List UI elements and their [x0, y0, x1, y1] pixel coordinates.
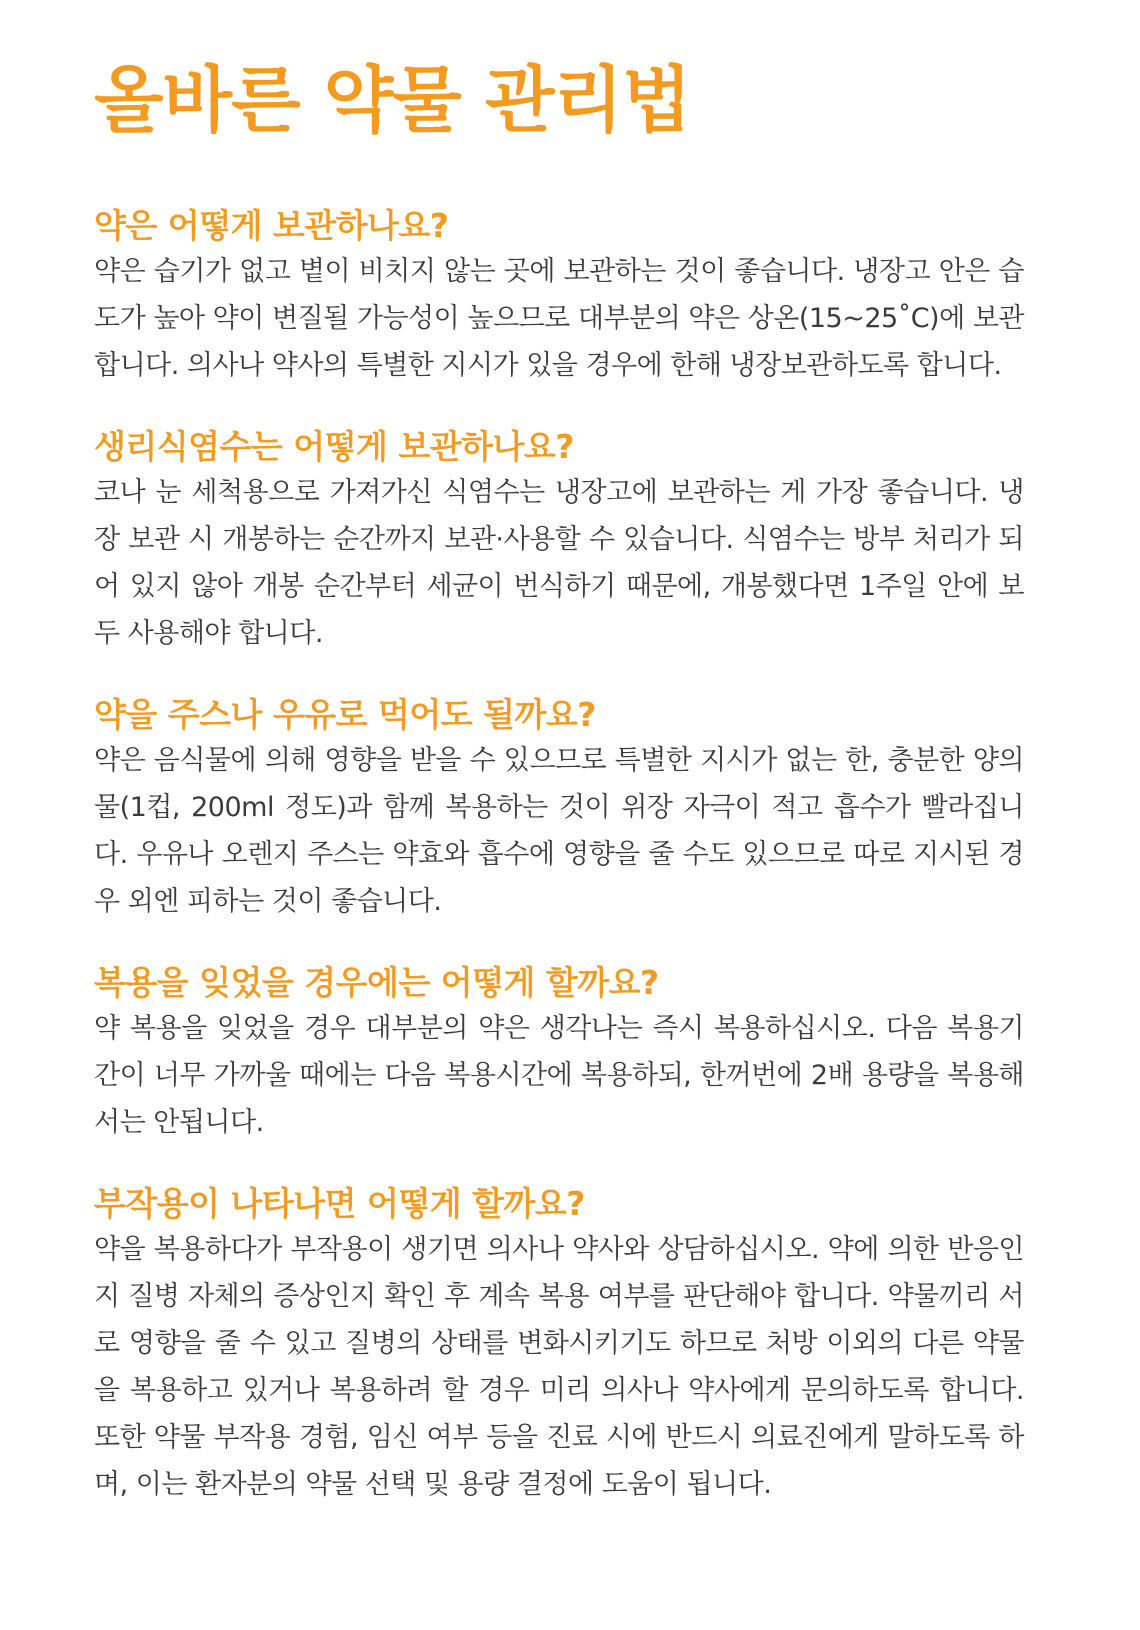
section-missed-dose: [94, 961, 1024, 1146]
section-side-effects: [94, 1182, 1024, 1508]
page-title: 올바른 약물 관리법: [94, 58, 691, 142]
section-body: 약은 습기가 없고 볕이 비치지 않는 곳에 보관하는 것이 좋습니다. 냉장고 안은 습도가 높아 약이 변질될 가능성이 높으므로 대부분의 약은 상온(15~25˚C)에 보관합니다. 의사나 약사의 특별한 지시가 있을 경우에 한해 냉장보관하도록 합니다.: [94, 256, 1024, 381]
section-body: 약은 음식물에 의해 영향을 받을 수 있으므로 특별한 지시가 없는 한, 충분한 양의 물(1컵, 200ml 정도)과 함께 복용하는 것이 위장 자극이 적고 흡수가 빨라집니다. 우유나 오렌지 주스는 약효와 흡수에 영향을 줄 수도 있으므로 따로 지시된 경우 외엔 피하는 것이 좋습니다.: [94, 745, 1024, 917]
section-storage: [94, 204, 1024, 389]
section-body: 코나 눈 세척용으로 가져가신 식염수는 냉장고에 보관하는 게 가장 좋습니다. 냉장 보관 시 개봉하는 순간까지 보관·사용할 수 있습니다. 식염수는 방부 처리가 되어 있지 않아 개봉 순간부터 세균이 번식하기 때문에, 개봉했다면 1주일 안에 보두 사용해야 합니다.: [94, 477, 1024, 649]
section-heading: 약은 어떻게 보관하나요?: [94, 206, 449, 245]
section-heading: 복용을 잊었을 경우에는 어떻게 할까요?: [94, 963, 659, 1002]
section-body: 약을 복용하다가 부작용이 생기면 의사나 약사와 상담하십시오. 약에 의한 반응인지 질병 자체의 증상인지 확인 후 계속 복용 여부를 판단해야 합니다. 약물끼리 서로 영향을 줄 수 있고 질병의 상태를 변화시키기도 하므로 처방 이외의 다른 약물을 복용하고 있거나 복용하려 할 경우 미리 의사나 약사에게 문의하도록 합니다. 또한 약물 부작용 경험, 임신 여부 등을 진료 시에 반드시 의료진에게 말하도록 하며, 이는 환자분의 약물 선택 및 용량 결정에 도움이 됩니다.: [94, 1234, 1024, 1500]
section-heading: 부작용이 나타나면 어떻게 할까요?: [94, 1184, 585, 1223]
section-saline: [94, 425, 1024, 657]
section-juice-milk: [94, 693, 1024, 925]
document-page: [94, 56, 1024, 1544]
section-body: 약 복용을 잊었을 경우 대부분의 약은 생각나는 즉시 복용하십시오. 다음 복용기간이 너무 가까울 때에는 다음 복용시간에 복용하되, 한꺼번에 2배 용량을 복용해서는 안됩니다.: [94, 1013, 1024, 1138]
section-heading: 생리식염수는 어떻게 보관하나요?: [94, 427, 574, 466]
section-heading: 약을 주스나 우유로 먹어도 될까요?: [94, 695, 596, 734]
